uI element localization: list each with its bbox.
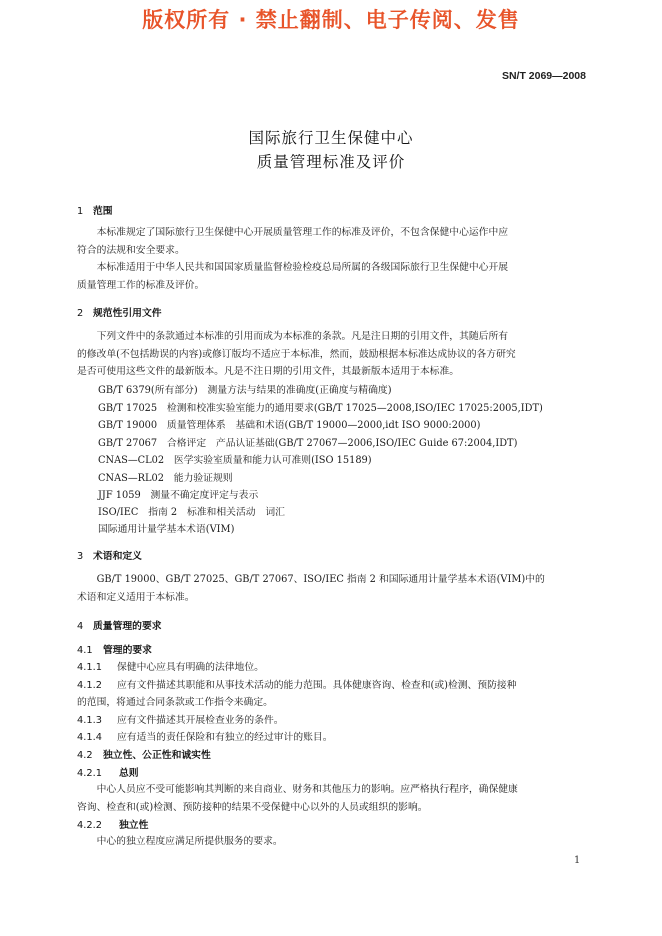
section-2-heading bbox=[77, 305, 162, 319]
section-number: 2 bbox=[77, 308, 84, 319]
subsection-4-2-1-paragraph bbox=[77, 781, 589, 816]
section-title: 独立性、公正性和诚实性 bbox=[103, 750, 211, 761]
section-title: 管理的要求 bbox=[103, 645, 152, 656]
clause-number: 4.1.1 bbox=[77, 662, 102, 673]
section-number: 4.2.1 bbox=[77, 768, 102, 779]
copyright-banner: 版权所有 · 禁止翻制、电子传阅、发售 bbox=[142, 8, 520, 32]
clause-number: 4.1.2 bbox=[77, 680, 102, 691]
section-1-paragraph-1 bbox=[77, 224, 589, 259]
subsection-4-2-2-paragraph bbox=[77, 833, 589, 851]
reference-item: GB/T 19000 质量管理体系 基础和术语(GB/T 19000—2000,idt ISO 9000:2000) bbox=[98, 420, 481, 431]
subsection-4-2-1-heading bbox=[77, 765, 139, 779]
clause-number: 4.1.3 bbox=[77, 715, 102, 726]
clause-4-1-2-continued bbox=[77, 694, 273, 708]
section-title: 独立性 bbox=[119, 820, 149, 831]
section-3-heading bbox=[77, 548, 142, 562]
page-number: 1 bbox=[574, 855, 581, 866]
paragraph-line: 本标准适用于中华人民共和国国家质量监督检验检疫总局所属的各级国际旅行卫生保健中心开展 bbox=[77, 262, 509, 273]
reference-item: GB/T 6379(所有部分) 测量方法与结果的准确度(正确度与精确度) bbox=[98, 385, 392, 396]
paragraph-line: 本标准规定了国际旅行卫生保健中心开展质量管理工作的标准及评价，不包含保健中心运作中应 bbox=[77, 227, 509, 238]
reference-item: ISO/IEC 指南 2 标准和相关活动 词汇 bbox=[98, 507, 285, 518]
paragraph-line: 下列文件中的条款通过本标准的引用而成为本标准的条款。凡是注日期的引用文件，其随后所有 bbox=[77, 331, 509, 342]
section-number: 4.2 bbox=[77, 750, 93, 761]
clause-4-1-4 bbox=[77, 729, 333, 743]
section-title: 范围 bbox=[93, 206, 113, 217]
clause-text: 应有文件描述其开展检查业务的条件。 bbox=[117, 715, 284, 726]
reference-item: 国际通用计量学基本术语(VIM) bbox=[98, 524, 235, 535]
section-number: 4 bbox=[77, 621, 84, 632]
paragraph-line: 是否可使用这些文件的最新版本。凡是不注日期的引用文件，其最新版本适用于本标准。 bbox=[77, 366, 460, 377]
section-1-heading bbox=[77, 203, 113, 217]
clause-4-1-1 bbox=[77, 659, 264, 673]
section-3-paragraph bbox=[77, 571, 589, 606]
section-number: 1 bbox=[77, 206, 84, 217]
doc-title-line-1: 国际旅行卫生保健中心 bbox=[248, 129, 414, 147]
reference-item: GB/T 27067 合格评定 产品认证基础(GB/T 27067—2006,ISO/IEC Guide 67:2004,IDT) bbox=[98, 438, 518, 449]
paragraph-line: 质量管理工作的标准及评价。 bbox=[77, 279, 205, 291]
clause-4-1-3 bbox=[77, 712, 284, 726]
section-number: 4.1 bbox=[77, 645, 93, 656]
reference-item: CNAS—RL02 能力验证规则 bbox=[98, 473, 233, 484]
reference-item: JJF 1059 测量不确定度评定与表示 bbox=[98, 490, 259, 501]
paragraph-line: 的修改单(不包括勘误的内容)或修订版均不适应于本标准，然而，鼓励根据本标准达成协议的各方研究 bbox=[77, 348, 516, 360]
standard-code: SN/T 2069—2008 bbox=[501, 70, 586, 82]
clause-text: 保健中心应具有明确的法律地位。 bbox=[117, 662, 264, 673]
reference-item: CNAS—CL02 医学实验室质量和能力认可准则(ISO 15189) bbox=[98, 455, 372, 466]
clause-number: 4.1.4 bbox=[77, 732, 102, 743]
paragraph-line: 中心人员应不受可能影响其判断的来自商业、财务和其他压力的影响。应严格执行程序，确保健康 bbox=[77, 784, 518, 795]
paragraph-line: 符合的法规和安全要求。 bbox=[77, 244, 185, 256]
section-1-paragraph-2 bbox=[77, 259, 589, 294]
paragraph-line: 术语和定义适用于本标准。 bbox=[77, 591, 195, 603]
subsection-4-2-heading bbox=[77, 747, 211, 761]
clause-text: 应有文件描述其职能和从事技术活动的能力范围。具体健康咨询、检查和(或)检测、预防接种 bbox=[117, 680, 517, 691]
paragraph-line: 咨询、检查和(或)检测、预防接种的结果不受保健中心以外的人员或组织的影响。 bbox=[77, 801, 428, 813]
subsection-4-2-2-heading bbox=[77, 817, 148, 831]
section-title: 规范性引用文件 bbox=[93, 308, 162, 319]
subsection-4-1-heading bbox=[77, 642, 152, 656]
doc-title-line-2: 质量管理标准及评价 bbox=[256, 153, 406, 171]
section-number: 3 bbox=[77, 551, 84, 562]
section-number: 4.2.2 bbox=[77, 820, 102, 831]
clause-4-1-2 bbox=[77, 677, 517, 691]
paragraph-line: 中心的独立程度应满足所提供服务的要求。 bbox=[77, 836, 283, 847]
section-4-heading bbox=[77, 618, 162, 632]
section-2-intro bbox=[77, 328, 589, 381]
clause-text: 的范围，将通过合同条款或工作指令来确定。 bbox=[77, 697, 273, 708]
clause-text: 应有适当的责任保险和有独立的经过审计的账目。 bbox=[117, 732, 333, 743]
section-title: 总则 bbox=[119, 768, 139, 779]
section-title: 质量管理的要求 bbox=[93, 621, 162, 632]
section-title: 术语和定义 bbox=[93, 551, 142, 562]
paragraph-line: GB/T 19000、GB/T 27025、GB/T 27067、ISO/IEC 指南 2 和国际通用计量学基本术语(VIM)中的 bbox=[77, 574, 545, 585]
reference-item: GB/T 17025 检测和校准实验室能力的通用要求(GB/T 17025—2008,ISO/IEC 17025:2005,IDT) bbox=[98, 403, 543, 414]
